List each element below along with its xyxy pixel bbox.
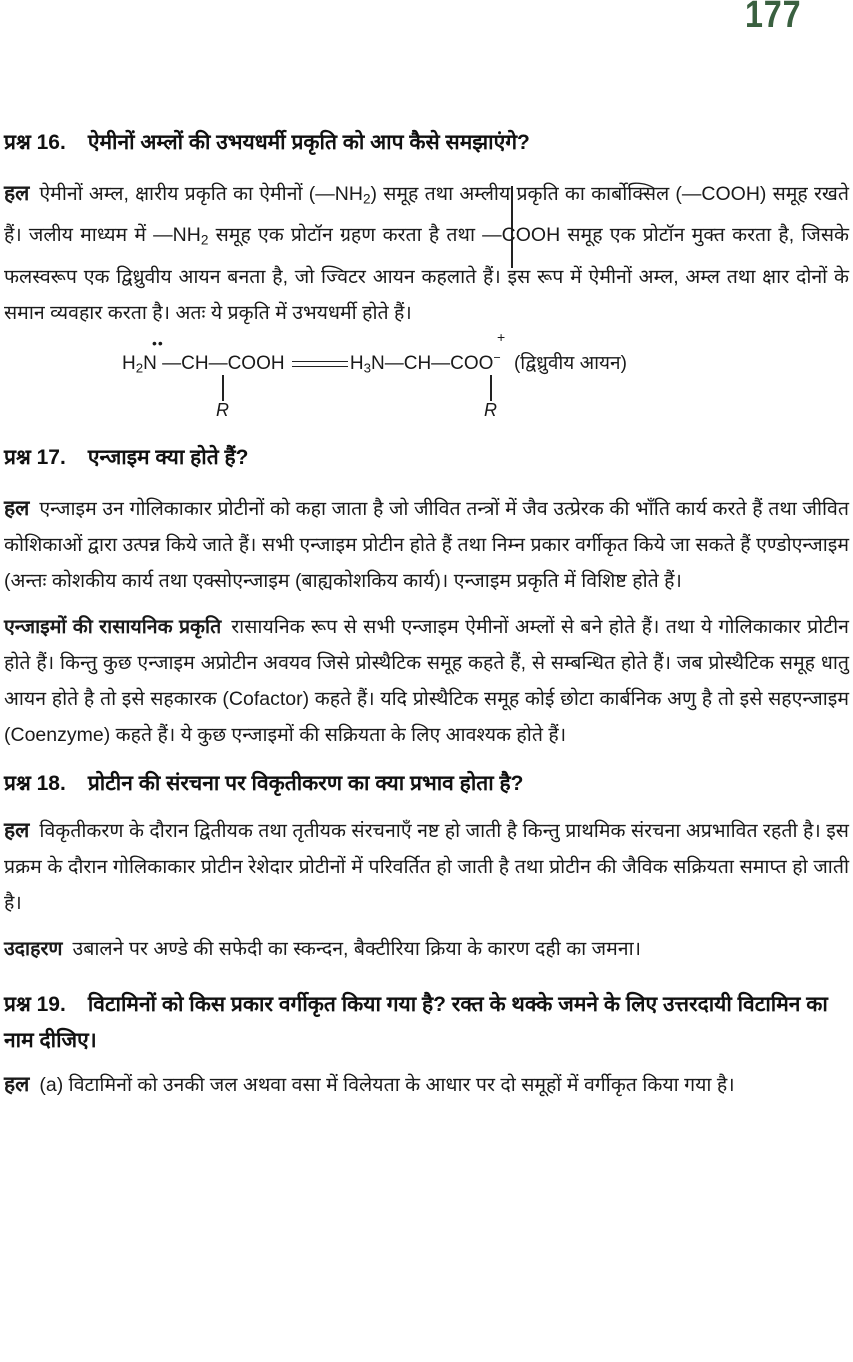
- page-number: 177: [744, 0, 801, 36]
- eq-text: H: [122, 352, 136, 374]
- question-heading: [4, 128, 849, 158]
- answer-lead: हल: [4, 496, 30, 520]
- answer-text: ऐमीनों अम्ल, क्षारीय प्रकृति का ऐमीनों (—NH: [39, 183, 363, 205]
- example-paragraph: [4, 931, 849, 967]
- answer-paragraph: [4, 1067, 849, 1103]
- answer-text: (a) विटामिनों को उनकी जल अथवा वसा में विलेयता के आधार पर दो समूहों में वर्गीकृत किया गया है।: [39, 1073, 735, 1096]
- answer-lead: हल: [4, 818, 30, 842]
- question-heading: [4, 769, 849, 799]
- question-16: [4, 128, 849, 429]
- question-text: ऐमीनों अम्लों की उभयधर्मी प्रकृति को आप कैसे समझाएंगे?: [87, 131, 530, 154]
- question-number: प्रश्न 16.: [4, 131, 66, 154]
- eq-subscript: 2: [135, 360, 144, 376]
- equation-line: [122, 349, 627, 375]
- r-group: R: [484, 399, 497, 420]
- subscript: 2: [362, 191, 371, 207]
- answer-text: एन्जाइम उन गोलिकाकार प्रोटीनों को कहा जाता है जो जीवित तन्त्रों में जैव उत्प्रेरक की भाँति कार्य करते हैं तथा जीवित कोशिकाओं द्वारा उत्पन्न किये जाते हैं। सभी एन्जाइम प्रोटीन होते हैं तथा निम्न प्रकार वर्गीकृत किये जा सकते हैं एण्डोएन्जाइम (अन्तः कोशकीय कार्य तथा एक्सोएन्जाइम (बाह्यकोशकिय कार्य)। एन्जाइम प्रकृति में विशिष्ट होते हैं।: [4, 497, 849, 592]
- page-content: [4, 128, 849, 1103]
- question-text: एन्जाइम क्या होते हैं?: [87, 445, 249, 469]
- question-number: प्रश्न 18.: [4, 771, 66, 795]
- answer-text: समूह एक प्रोटॉन ग्रहण करता है तथा —COOH समूह एक प्रोटॉन मुक्त करता है, जिसके फलस्वरूप एक द्विध्रुवीय आयन बनता है, जो ज्विटर आयन कहलाते हैं। इस रूप में ऐमीनों अम्ल, अम्ल तथा क्षार दोनों के समान व्यवहार करता है। अतः ये प्रकृति में उभयधर्मी होते हैं।: [4, 224, 850, 324]
- answer-paragraph: [4, 813, 849, 921]
- question-number: प्रश्न 19.: [4, 992, 66, 1016]
- bond-line: [490, 375, 492, 401]
- question-text: प्रोटीन की संरचना पर विकृतीकरण का क्या प्रभाव होता है?: [87, 771, 524, 795]
- equilibrium-arrow-icon: [290, 357, 350, 371]
- answer-text: विकृतीकरण के दौरान द्वितीयक तथा तृतीयक संरचनाएँ नष्ट हो जाती है किन्तु प्राथमिक संरचना अप्रभावित रहती है। इस प्रक्रम के दौरान गोलिकाकार प्रोटीन रेशेदार प्रोटीनों में परिवर्तित हो जाती है तथा प्रोटीन की जैविक सक्रियता समाप्त हो जाती है।: [4, 819, 849, 914]
- eq-text: H: [349, 352, 364, 374]
- lone-pair-dots: ••: [152, 334, 164, 351]
- subsection-text: रासायनिक रूप से सभी एन्जाइम ऐमीनों अम्लों से बने होते हैं। तथा ये गोलिकाकार प्रोटीन होते हैं। किन्तु कुछ एन्जाइम अप्रोटीन अवयव जिसे प्रोस्थैटिक समूह कहते हैं, से सम्बन्धित होते हैं। जब प्रोस्थैटिक समूह धातु आयन होते है तो इसे सहकारक (Cofactor) कहते हैं। यदि प्रोस्थैटिक समूह कोई छोटा कार्बनिक अणु है तो इसे सहएन्जाइम (Coenzyme) कहते हैं। ये कुछ एन्जाइमों की सक्रियता के लिए आवश्यक होते हैं।: [4, 615, 849, 746]
- question-text: विटामिनों को किस प्रकार वर्गीकृत किया गया है? रक्त के थक्के जमने के लिए उत्तरदायी विटामिन का नाम दीजिए।: [4, 992, 828, 1052]
- equation-label: (द्विध्रुवीय आयन): [513, 352, 627, 374]
- eq-subscript: 3: [363, 360, 372, 376]
- eq-text: N—CH—COO: [371, 352, 494, 374]
- question-18: [4, 769, 849, 967]
- answer-paragraph: [4, 176, 849, 331]
- question-19: [4, 987, 849, 1103]
- subsection-lead: एन्जाइमों की रासायनिक प्रकृति: [4, 615, 222, 638]
- question-heading: [4, 987, 849, 1059]
- answer-paragraph: [4, 491, 849, 599]
- r-group: R: [216, 399, 229, 420]
- example-text: उबालने पर अण्डे की सफेदी का स्कन्दन, बैक्टीरिया क्रिया के कारण दही का जमना।: [72, 937, 642, 960]
- example-lead: उदाहरण: [4, 937, 63, 960]
- question-number: प्रश्न 17.: [4, 445, 66, 469]
- positive-charge: +: [497, 328, 506, 345]
- question-heading: [4, 443, 849, 473]
- eq-text: N —CH—COOH: [143, 352, 285, 374]
- answer-text: ) समूह तथा अम्लीय प्रकृति का कार्बोक्सिल (—COOH) समूह रखते हैं। जलीय माध्यम में —NH: [4, 183, 849, 247]
- bond-line: [222, 375, 224, 401]
- zwitterion-equation: [122, 328, 849, 429]
- answer-lead: हल: [4, 1072, 30, 1096]
- answer-lead: हल: [4, 182, 30, 205]
- subscript: 2: [200, 232, 209, 248]
- question-17: [4, 443, 849, 753]
- eq-superscript: −: [493, 350, 501, 365]
- chemical-nature-paragraph: [4, 609, 849, 753]
